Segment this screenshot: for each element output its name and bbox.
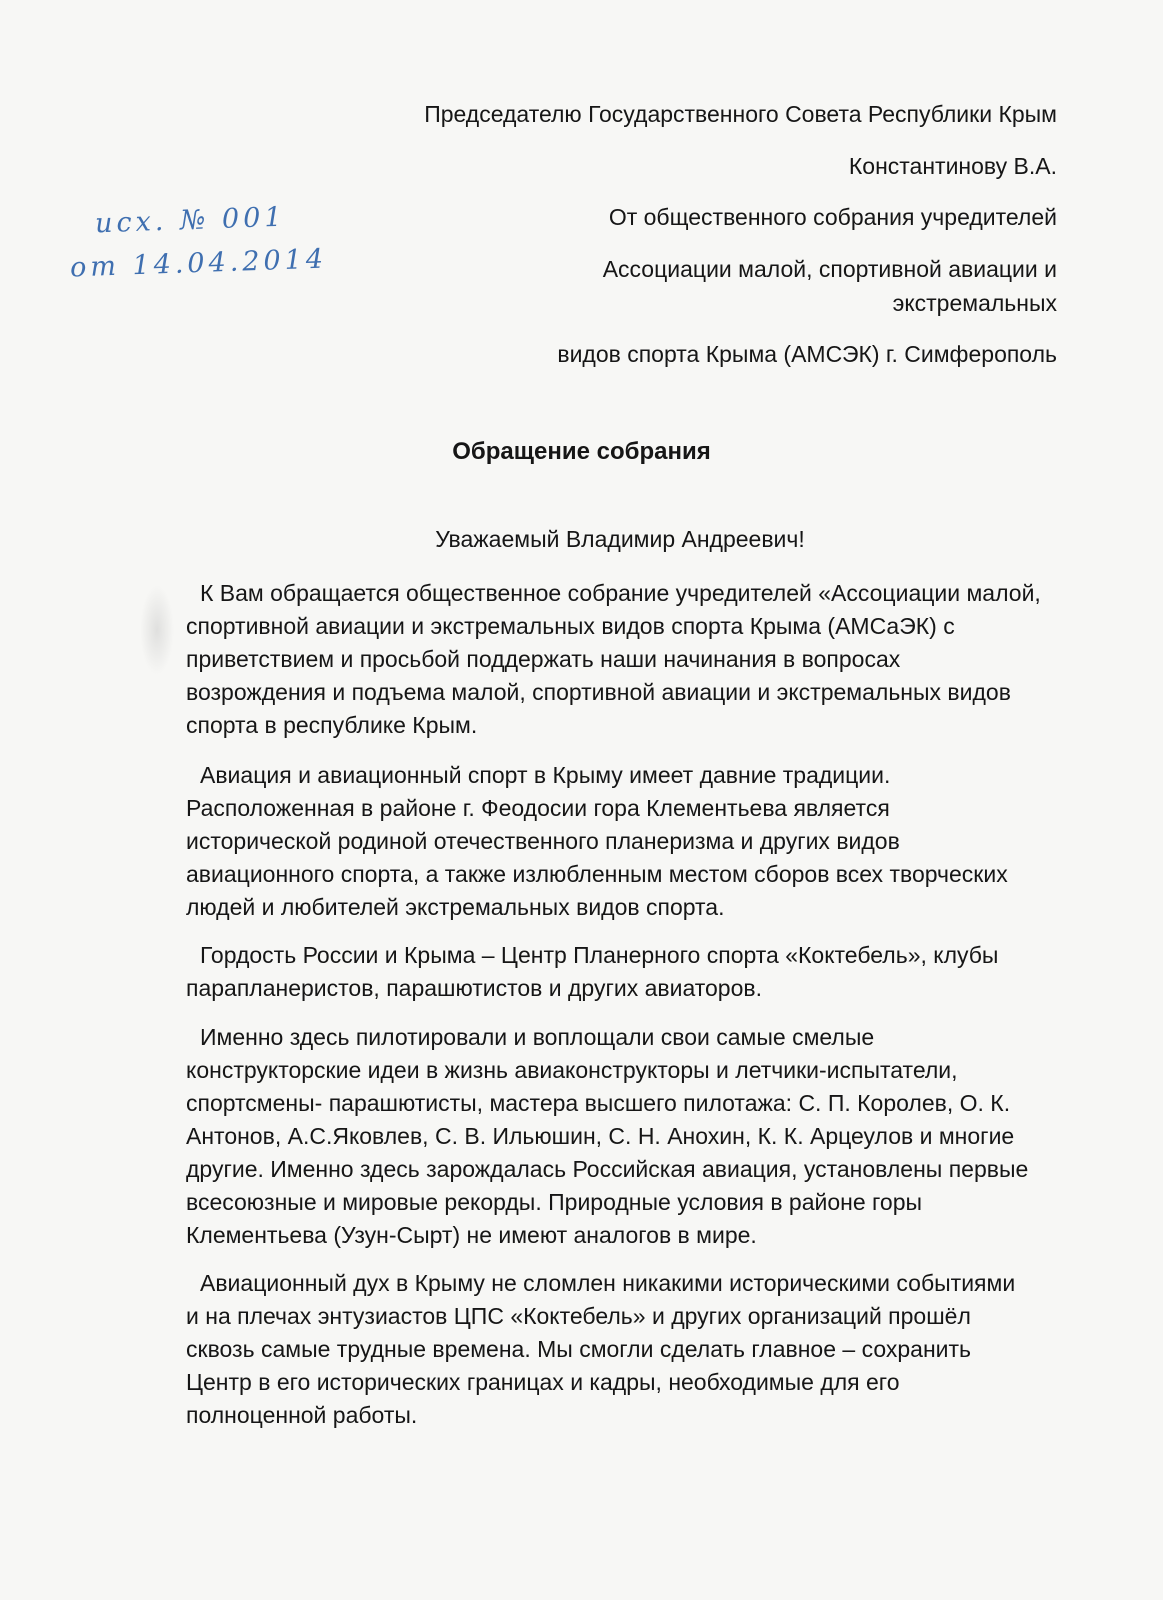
paragraph-line: сквозь самые трудные времена. Мы смогли сделать главное – сохранить	[186, 1336, 972, 1362]
paragraph-3	[186, 939, 1066, 1005]
addressee-line: Председателю Государственного Совета Республики Крым	[424, 101, 1057, 127]
paragraph-line: спортсмены- парашютисты, мастера высшего пилотажа: С. П. Королев, О. К.	[186, 1090, 1011, 1116]
paragraph-line: парапланеристов, парашютистов и других авиаторов.	[186, 975, 762, 1001]
sender-org-line-3: видов спорта Крыма (АМСЭК) г. Симферополь	[557, 341, 1057, 367]
salutation: Уважаемый Владимир Андреевич!	[435, 526, 805, 552]
sender-line: От общественного собрания учредителей	[608, 204, 1057, 230]
addressee-name: Константинову В.А.	[848, 153, 1057, 179]
paragraph-line: Антонов, А.С.Яковлев, С. В. Ильюшин, С. Н. Анохин, К. К. Арцеулов и многие	[186, 1123, 1015, 1149]
paragraph-line: Авиация и авиационный спорт в Крыму имеет давние традиции.	[200, 762, 891, 788]
paragraph-line: авиационного спорта, а также излюбленным местом сборов всех творческих	[186, 861, 1008, 887]
paragraph-line: всесоюзные и мировые рекорды. Природные условия в районе горы	[186, 1189, 923, 1215]
paragraph-line: и на плечах энтузиастов ЦПС «Коктебель» и других организаций прошёл	[186, 1303, 971, 1329]
handwritten-ref-number: исх. № 001	[94, 201, 287, 240]
paragraph-4	[186, 1021, 1066, 1252]
paragraph-line: возрождения и подъема малой, спортивной авиации и экстремальных видов	[186, 679, 1011, 705]
paragraph-line: исторической родиной отечественного планеризма и других видов	[186, 828, 900, 854]
paragraph-line: Клементьева (Узун-Сырт) не имеют аналогов в мире.	[186, 1222, 757, 1248]
paragraph-line: спортивной авиации и экстремальных видов спорта Крыма (АМСаЭК) с	[186, 613, 955, 639]
paragraph-line: Авиационный дух в Крыму не сломлен никакими историческими событиями	[200, 1270, 1016, 1296]
paragraph-line: людей и любителей экстремальных видов спорта.	[186, 894, 725, 920]
paragraph-line: полноценной работы.	[186, 1402, 418, 1428]
paragraph-line: Расположенная в районе г. Феодосии гора Клементьева является	[186, 795, 890, 821]
paragraph-line: другие. Именно здесь зарождалась Российская авиация, установлены первые	[186, 1156, 1029, 1182]
paragraph-2	[186, 759, 1066, 924]
paragraph-line: Гордость России и Крыма – Центр Планерного спорта «Коктебель», клубы	[200, 942, 999, 968]
paragraph-line: спорта в республике Крым.	[186, 712, 478, 738]
paragraph-line: конструкторские идеи в жизнь авиаконструкторы и летчики-испытатели,	[186, 1057, 958, 1083]
sender-org-line: Ассоциации малой, спортивной авиации и	[602, 256, 1057, 282]
paragraph-line: приветствием и просьбой поддержать наши начинания в вопросах	[186, 646, 901, 672]
paragraph-line: Именно здесь пилотировали и воплощали свои самые смелые	[200, 1024, 875, 1050]
scan-smudge	[140, 585, 174, 675]
sender-org-line-2: экстремальных	[892, 290, 1057, 316]
handwritten-date: от 14.04.2014	[69, 243, 328, 284]
paragraph-line: Центр в его исторических границах и кадры, необходимые для его	[186, 1369, 900, 1395]
paragraph-line: К Вам обращается общественное собрание учредителей «Ассоциации малой,	[200, 580, 1041, 606]
paragraph-1	[186, 577, 1066, 742]
document-title: Обращение собрания	[452, 438, 711, 465]
paragraph-5	[186, 1267, 1066, 1432]
